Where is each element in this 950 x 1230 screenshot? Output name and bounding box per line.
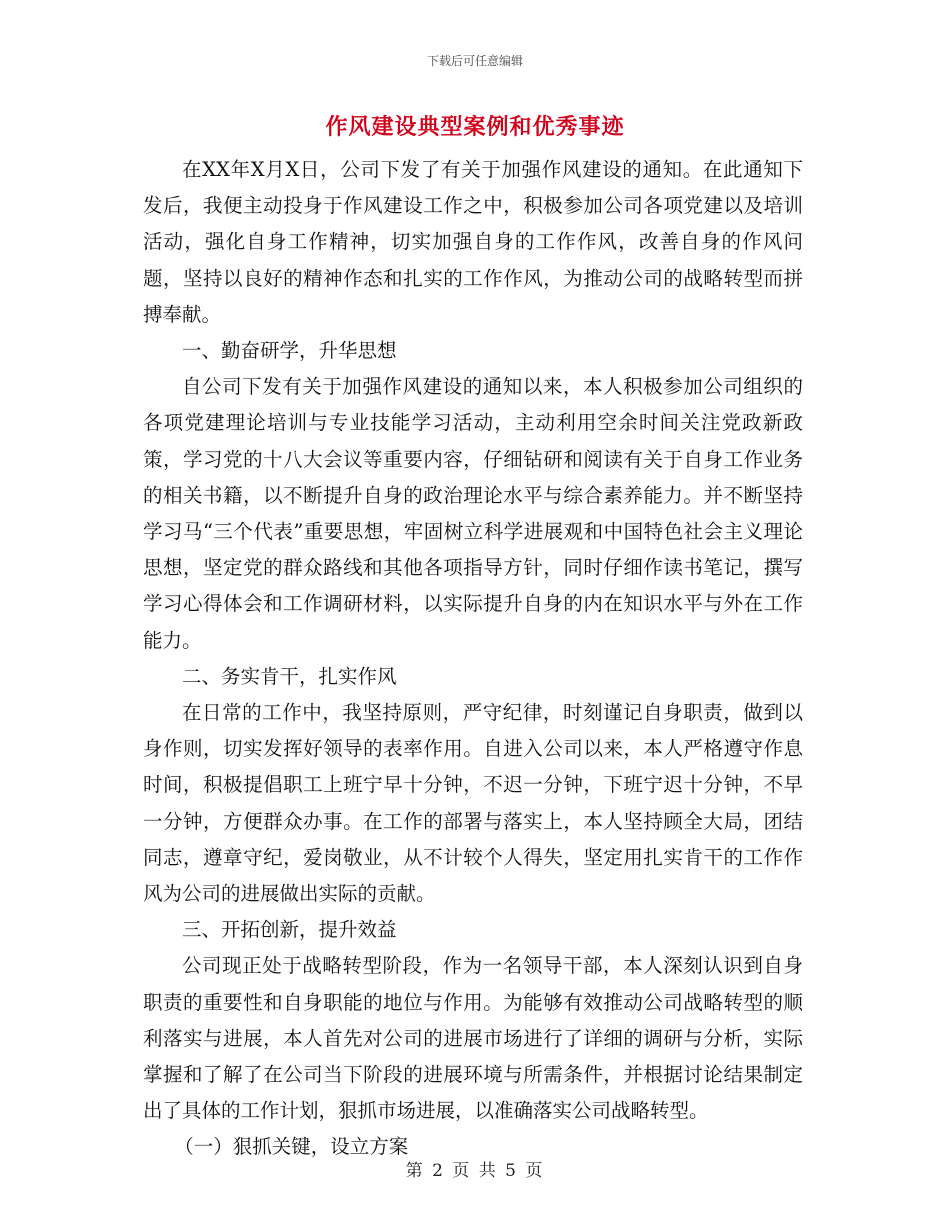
- subsection-heading-1: （一）狠抓关键，设立方案: [174, 1135, 409, 1159]
- paragraph-section-3: 公司现正处于战略转型阶段，作为一名领导干部，本人深刻认识到自身职责的重要性和自身职能的地位与作用。为能够有效推动公司战略转型的顺利落实与进展，本人首先对公司的进展市场进行了详细的调研与分析，实际掌握和了解了在公司当下阶段的进展环境与所需条件，并根据讨论结果制定出了具体的工作计划，狠抓市场进展，以准确落实公司战略转型。: [143, 954, 803, 1123]
- header-note: 下载后可任意编辑: [426, 54, 523, 68]
- page-number: 第 2 页 共 5 页: [405, 1161, 545, 1181]
- section-heading-3: 三、开拓创新，提升效益: [182, 918, 397, 942]
- section-heading-2: 二、务实肯干，扎实作风: [182, 664, 397, 688]
- section-heading-1: 一、勤奋研学，升华思想: [182, 339, 397, 363]
- paragraph-section-1: 自公司下发有关于加强作风建设的通知以来，本人积极参加公司组织的各项党建理论培训与专业技能学习活动，主动利用空余时间关注党政新政策，学习党的十八大会议等重要内容，仔细钻研和阅读有关于自身工作业务的相关书籍，以不断提升自身的政治理论水平与综合素养能力。并不断坚持学习马“三个代表”重要思想，牢固树立科学进展观和中国特色社会主义理论思想，坚定党的群众路线和其他各项指导方针，同时仔细作读书笔记，撰写学习心得体会和工作调研材料，以实际提升自身的内在知识水平与外在工作能力。: [143, 375, 803, 652]
- document-title: 作风建设典型案例和优秀事迹: [325, 114, 625, 140]
- paragraph-section-2: 在日常的工作中，我坚持原则，严守纪律，时刻谨记自身职责，做到以身作则，切实发挥好领导的表率作用。自进入公司以来，本人严格遵守作息时间，积极提倡职工上班宁早十分钟，不迟一分钟，下班宁迟十分钟，不早一分钟，方便群众办事。在工作的部署与落实上，本人坚持顾全大局，团结同志，遵章守纪，爱岗敬业，从不计较个人得失，坚定用扎实肯干的工作作风为公司的进展做出实际的贡献。: [143, 701, 803, 906]
- document-body: [143, 152, 803, 1166]
- paragraph-intro: 在XX年X月X日，公司下发了有关于加强作风建设的通知。在此通知下发后，我便主动投身于作风建设工作之中，积极参加公司各项党建以及培训活动，强化自身工作精神，切实加强自身的工作作风，改善自身的作风问题，坚持以良好的精神作态和扎实的工作作风，为推动公司的战略转型而拼搏奉献。: [143, 158, 803, 326]
